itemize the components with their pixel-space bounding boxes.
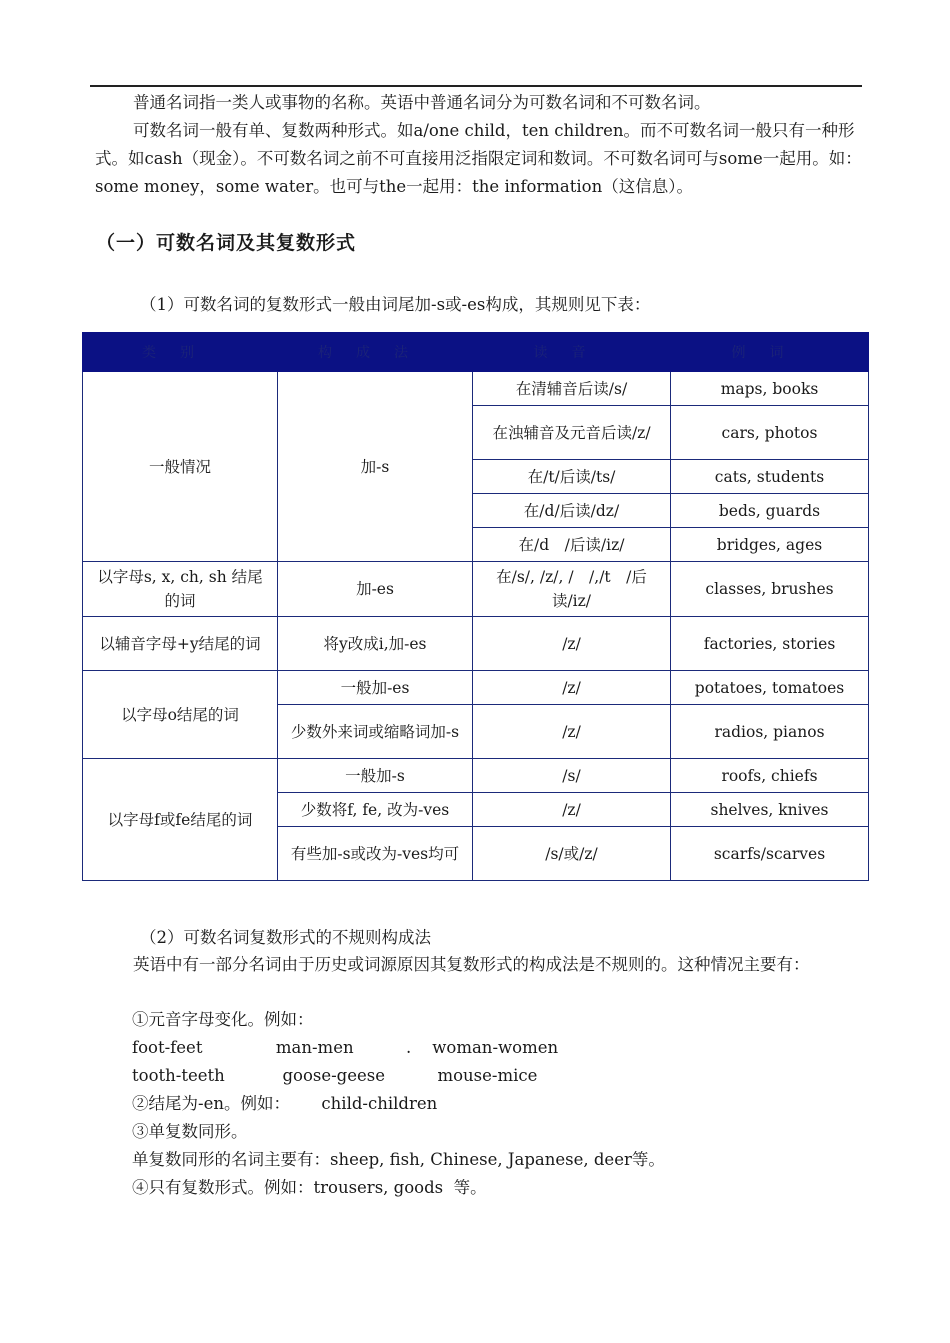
rule-add-s: 加-s [278, 372, 473, 562]
rule-cell: 加-es [278, 562, 473, 617]
example-cell: potatoes, tomatoes [671, 671, 869, 705]
header-rule [90, 85, 862, 87]
plural-rules-table [82, 332, 869, 881]
header-pronunciation: 读音 [473, 333, 671, 372]
item-3-detail: 单复数同形的名词主要有：sheep, fish, Chinese, Japanese, deer等。 [132, 1150, 665, 1169]
table-row [83, 671, 869, 705]
rule-cell: 有些加-s或改为-ves均可 [278, 827, 473, 881]
category-general: 一般情况 [83, 372, 278, 562]
pronunciation-cell: 在/t/后读/ts/ [473, 460, 671, 494]
header-examples: 例词 [671, 333, 869, 372]
irregular-intro: 英语中有一部分名词由于历史或词源原因其复数形式的构成法是不规则的。这种情况主要有： [133, 955, 810, 974]
table-row [83, 372, 869, 406]
example-cell: radios, pianos [671, 705, 869, 759]
pronunciation-cell: /s/ [473, 759, 671, 793]
item-2-en-ending: ②结尾为-en。例如： child-children [132, 1094, 438, 1113]
rule-cell: 一般加-es [278, 671, 473, 705]
example-cell: scarfs/scarves [671, 827, 869, 881]
item-1-examples-row-1: foot-feet man-men . woman-women [132, 1038, 559, 1057]
item-4-plural-only: ④只有复数形式。例如：trousers, goods 等。 [132, 1178, 487, 1197]
pronunciation-cell: /z/ [473, 793, 671, 827]
table-row [83, 759, 869, 793]
item-1-examples-row-2: tooth-teeth goose-geese mouse-mice [132, 1066, 538, 1085]
subsection-2-title: （2）可数名词复数形式的不规则构成法 [140, 928, 431, 947]
category-cell: 以辅音字母+y结尾的词 [83, 617, 278, 671]
example-cell: maps, books [671, 372, 869, 406]
subsection-1-title: （1）可数名词的复数形式一般由词尾加-s或-es构成，其规则见下表： [140, 295, 651, 314]
item-3-same-form: ③单复数同形。 [132, 1122, 248, 1141]
header-formation: 构成法 [278, 333, 473, 372]
pronunciation-cell: /z/ [473, 671, 671, 705]
pronunciation-cell: /z/ [473, 617, 671, 671]
table-row [83, 562, 869, 617]
pronunciation-cell: 在/d/后读/dz/ [473, 494, 671, 528]
example-cell: cats, students [671, 460, 869, 494]
example-cell: cars, photos [671, 406, 869, 460]
pronunciation-cell: 在清辅音后读/s/ [473, 372, 671, 406]
example-cell: shelves, knives [671, 793, 869, 827]
section-title: （一）可数名词及其复数形式 [96, 232, 357, 254]
intro-paragraph-1: 普通名词指一类人或事物的名称。英语中普通名词分为可数名词和不可数名词。 [133, 93, 711, 112]
category-cell: 以字母s, x, ch, sh 结尾的词 [83, 562, 278, 617]
table-header-row [83, 333, 869, 372]
pronunciation-cell: /s/或/z/ [473, 827, 671, 881]
table-row [83, 617, 869, 671]
example-cell: factories, stories [671, 617, 869, 671]
pronunciation-cell: 在/s/, /z/, / /,/t /后读/iz/ [473, 562, 671, 617]
category-f-ending: 以字母f或fe结尾的词 [83, 759, 278, 881]
example-cell: beds, guards [671, 494, 869, 528]
header-category: 类别 [83, 333, 278, 372]
pronunciation-cell: 在/d /后读/iz/ [473, 528, 671, 562]
item-1-vowel-change: ①元音字母变化。例如： [132, 1010, 314, 1029]
example-cell: roofs, chiefs [671, 759, 869, 793]
rule-cell: 将y改成i,加-es [278, 617, 473, 671]
example-cell: bridges, ages [671, 528, 869, 562]
example-cell: classes, brushes [671, 562, 869, 617]
rule-cell: 少数外来词或缩略词加-s [278, 705, 473, 759]
pronunciation-cell: 在浊辅音及元音后读/z/ [473, 406, 671, 460]
category-o-ending: 以字母o结尾的词 [83, 671, 278, 759]
intro-paragraph-2: 可数名词一般有单、复数两种形式。如a/one child，ten children。而不可数名词一般只有一种形式。如cash（现金）。不可数名词之前不可直接用泛指限定词和数词。不可数名词可与some一起用。如：some money，some water。也可与the一起用：the information（这信息）。 [95, 121, 862, 196]
pronunciation-cell: /z/ [473, 705, 671, 759]
rule-cell: 一般加-s [278, 759, 473, 793]
rule-cell: 少数将f, fe, 改为-ves [278, 793, 473, 827]
